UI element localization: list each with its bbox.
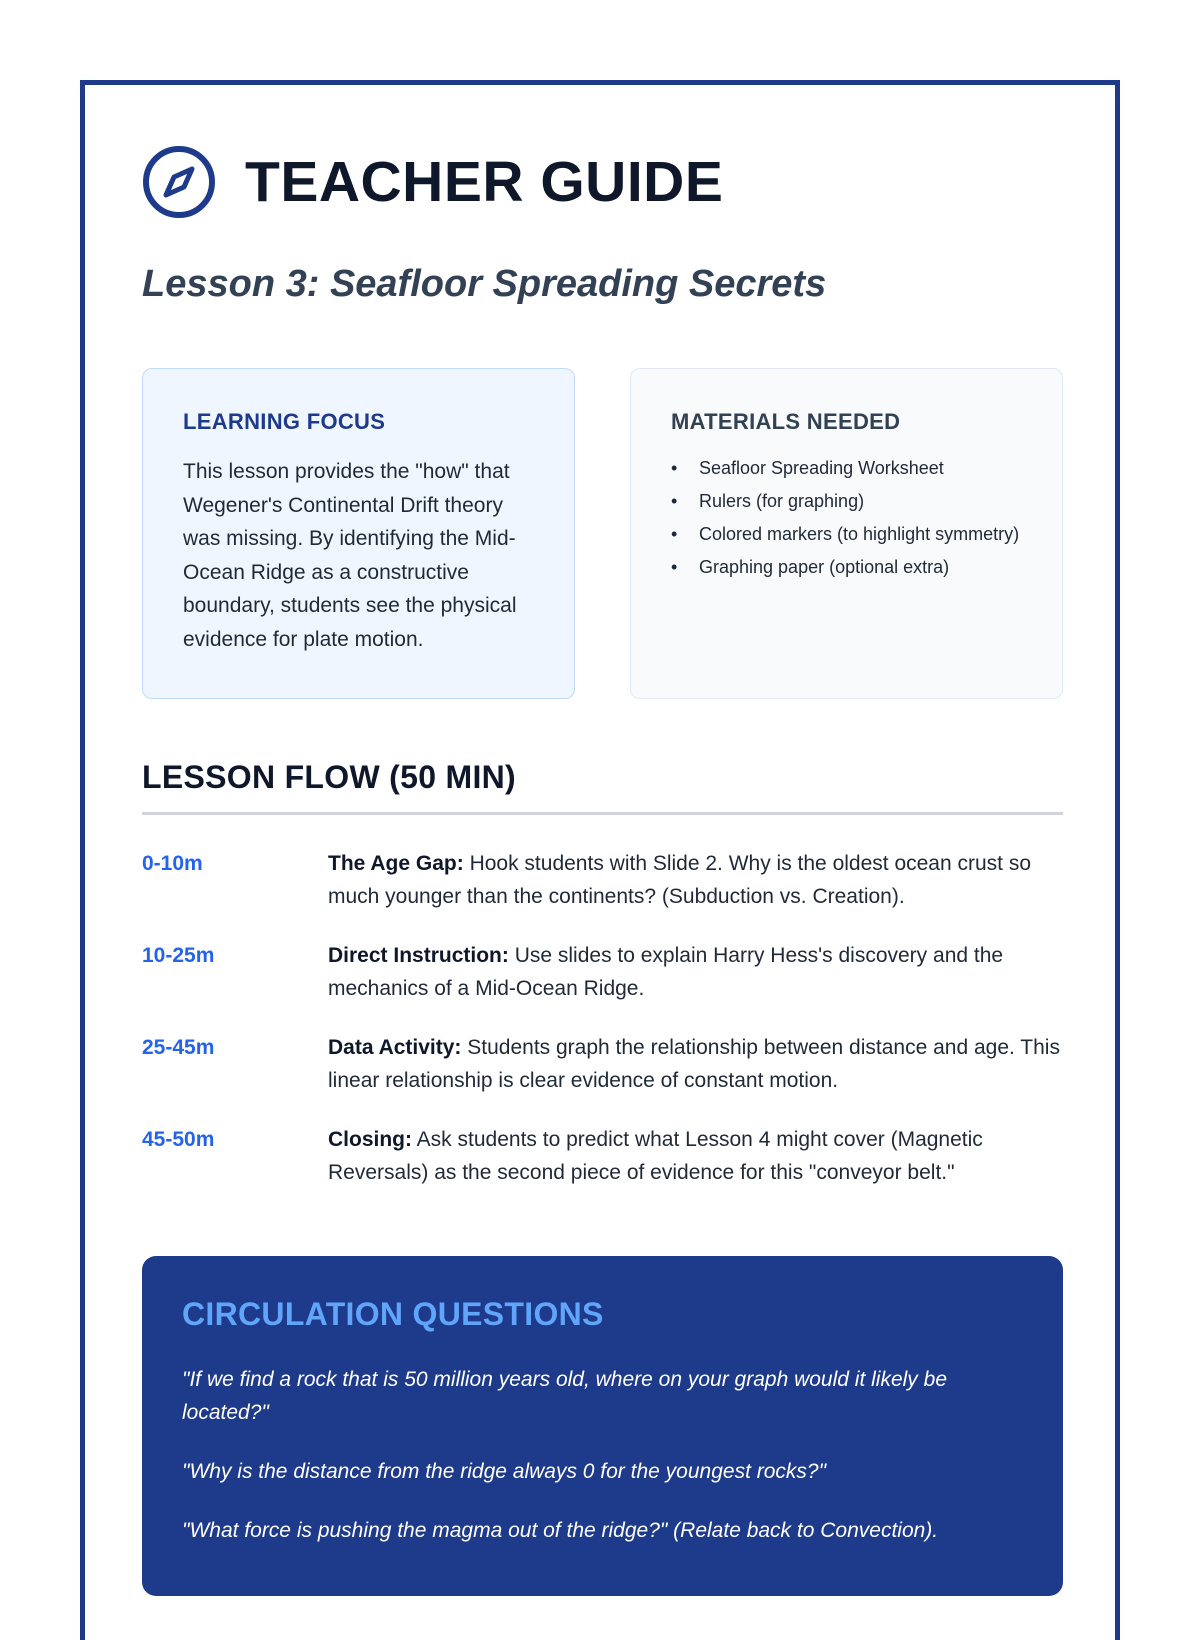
circulation-questions-heading: CIRCULATION QUESTIONS (182, 1296, 604, 1332)
flow-description (328, 847, 1063, 913)
list-item: • Graphing paper (optional extra) (671, 557, 950, 577)
flow-time: 10-25m (142, 944, 215, 967)
flow-detail: Use slides to explain Harry Hess's discovery and the mechanics of a Mid-Ocean Ridge. (328, 944, 1004, 1000)
lesson-flow-heading: LESSON FLOW (50 MIN) (142, 759, 1063, 815)
materials-heading: MATERIALS NEEDED (671, 409, 901, 434)
materials-card (630, 368, 1063, 699)
flow-detail: Ask students to predict what Lesson 4 might cover (Magnetic Reversals) as the second piece of evidence for this "conveyor belt." (328, 1128, 983, 1184)
learning-focus-text: This lesson provides the "how" that Wegener's Continental Drift theory was missing. By identifying the Mid-Ocean Ridge as a constructive boundary, students see the physical evidence for plate motion. (183, 460, 517, 651)
flow-description (328, 939, 1063, 1005)
question-item: "If we find a rock that is 50 million years old, where on your graph would it likely be located?" (182, 1368, 947, 1424)
flow-label: The Age Gap: (328, 852, 464, 875)
flow-detail: Students graph the relationship between distance and age. This linear relationship is clear evidence of constant motion. (328, 1036, 1060, 1092)
guide-frame (80, 80, 1120, 1640)
list-item: • Colored markers (to highlight symmetry) (671, 524, 1020, 544)
flow-row (142, 1123, 1063, 1189)
flow-detail: Hook students with Slide 2. Why is the oldest ocean crust so much younger than the continents? (Subduction vs. Creation). (328, 852, 1032, 908)
learning-focus-card (142, 368, 575, 699)
header (142, 145, 723, 219)
flow-label: Data Activity: (328, 1036, 462, 1059)
material-label: Rulers (for graphing) (699, 491, 865, 511)
list-item: • Seafloor Spreading Worksheet (671, 458, 944, 478)
list-item: • Rulers (for graphing) (671, 491, 865, 511)
flow-description (328, 1123, 1063, 1189)
flow-row (142, 939, 1063, 1005)
flow-label: Closing: (328, 1128, 412, 1151)
circulation-questions-panel (142, 1256, 1063, 1596)
flow-row (142, 847, 1063, 913)
lesson-subtitle: Lesson 3: Seafloor Spreading Secrets (142, 263, 827, 305)
flow-row (142, 1031, 1063, 1097)
material-label: Graphing paper (optional extra) (699, 557, 950, 577)
learning-focus-heading: LEARNING FOCUS (183, 409, 386, 434)
flow-label: Direct Instruction: (328, 944, 509, 967)
material-label: Seafloor Spreading Worksheet (699, 458, 944, 478)
question-item: "What force is pushing the magma out of the ridge?" (Relate back to Convection). (182, 1519, 939, 1542)
materials-list (671, 455, 1022, 580)
page-title: TEACHER GUIDE (245, 150, 724, 214)
compass-icon (142, 145, 216, 219)
flow-time: 45-50m (142, 1128, 215, 1151)
question-item: "Why is the distance from the ridge always 0 for the youngest rocks?" (182, 1460, 827, 1483)
flow-time: 25-45m (142, 1036, 215, 1059)
flow-time: 0-10m (142, 852, 203, 875)
lesson-flow-list (142, 847, 1063, 1215)
flow-description (328, 1031, 1063, 1097)
material-label: Colored markers (to highlight symmetry) (699, 524, 1020, 544)
